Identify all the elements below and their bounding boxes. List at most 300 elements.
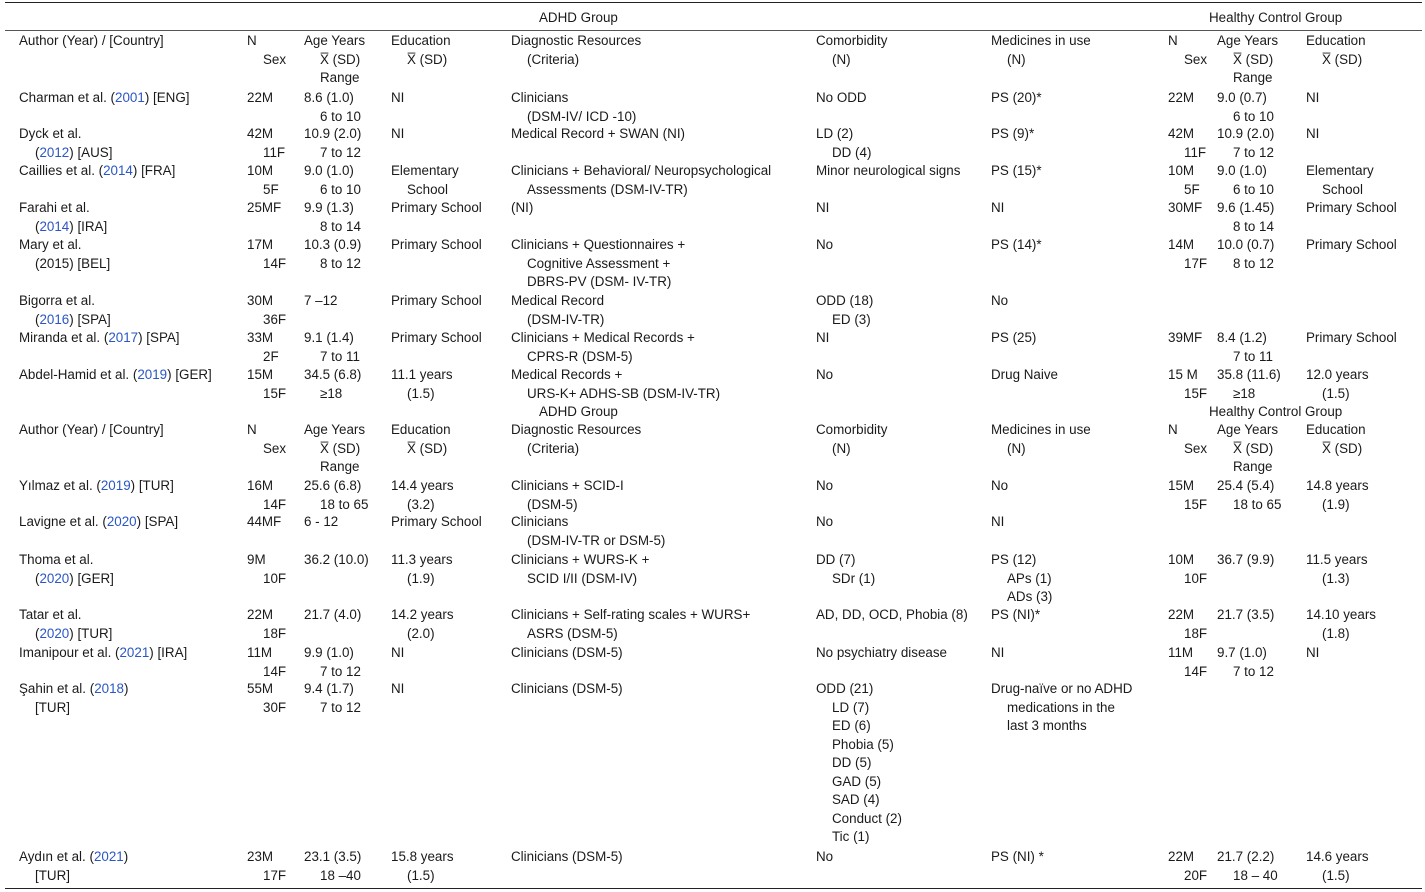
cell-line: (DSM-IV-TR or DSM-5) [527, 532, 666, 548]
cell-line: Cognitive Assessment + [527, 255, 671, 271]
cell-line: 15.8 years [391, 849, 454, 864]
cell-comorbidity [816, 606, 968, 625]
header-line: X̅ (SD) [320, 440, 361, 456]
header-line: Author (Year) / [Country] [19, 33, 164, 48]
cell-line: (DSM-IV-TR) [527, 311, 605, 327]
cell-line: 17F [1184, 255, 1208, 271]
cell-line: Drug Naive [991, 367, 1058, 382]
cell-medicines [991, 606, 1040, 625]
cell-line: 14F [263, 255, 287, 271]
cell-line: 14.8 years [1306, 478, 1369, 493]
header-line: Age Years [304, 33, 366, 48]
cell-line: DD (7) [816, 552, 856, 567]
cell-line: 14.10 years [1306, 607, 1376, 622]
cell-line: NI [391, 645, 405, 660]
cell-line: School [407, 181, 448, 197]
header-medicines [991, 421, 1091, 458]
year-link[interactable]: 2014 [103, 163, 133, 178]
cell-comorbidity [816, 125, 871, 162]
cell-line: 25.6 (6.8) [304, 478, 362, 493]
author-text: (2015) [BEL] [35, 255, 111, 271]
cell-line: 7 to 12 [320, 699, 361, 715]
cell-diagnostic-resources [511, 606, 750, 643]
cell-medicines [991, 89, 1042, 108]
cell-medicines [991, 848, 1044, 867]
year-link[interactable]: 2020 [39, 625, 70, 641]
header-line: (Criteria) [527, 440, 580, 456]
cell-adhd-age [304, 551, 369, 570]
cell-line [19, 848, 128, 867]
cell-control-n-sex [1168, 236, 1207, 273]
cell-line: 11.5 years [1306, 552, 1368, 567]
author-text: Charman et al. ( [19, 90, 116, 105]
cell-line: DD (5) [832, 755, 872, 770]
cell-line: 9.0 (0.7) [1217, 90, 1267, 105]
cell-line: 8 to 12 [1233, 255, 1274, 271]
cell-author [19, 848, 128, 885]
cell-medicines [991, 513, 1004, 532]
cell-diagnostic-resources [511, 848, 623, 867]
cell-line: 10.9 (2.0) [304, 126, 362, 141]
cell-line: DD (4) [832, 144, 872, 160]
cell-line [19, 89, 189, 108]
cell-line: Primary School [391, 330, 482, 345]
header-rule [5, 30, 1422, 31]
cell-line: Clinicians + Medical Records + [511, 330, 695, 345]
header-line: Age Years [1217, 422, 1279, 437]
cell-line: PS (9)* [991, 126, 1035, 141]
cell-adhd-education [391, 513, 482, 532]
cell-line: 6 to 10 [1233, 181, 1274, 197]
cell-line: No [991, 293, 1009, 308]
cell-diagnostic-resources [511, 89, 636, 126]
year-link[interactable]: 2021 [93, 849, 124, 864]
cell-line: PS (25) [991, 330, 1037, 345]
cell-line: 23.1 (3.5) [304, 849, 362, 864]
cell-line [19, 477, 174, 496]
cell-control-education [1306, 366, 1369, 403]
cell-control-n-sex [1168, 89, 1194, 108]
header-adhd-n-sex [247, 421, 286, 458]
country-text: ) [GER] [69, 570, 114, 586]
cell-line: 15M [1168, 478, 1195, 493]
cell-adhd-n-sex [247, 644, 286, 681]
cell-control-n-sex [1168, 477, 1207, 514]
cell-line: (1.9) [407, 570, 435, 586]
cell-line: 22M [247, 607, 274, 622]
cell-line: NI [816, 330, 830, 345]
cell-line: APs (1) [1007, 570, 1052, 586]
country-text: ) [GER] [167, 367, 212, 382]
cell-diagnostic-resources [511, 162, 771, 199]
header-line: Diagnostic Resources [511, 33, 642, 48]
cell-line: Primary School [1306, 330, 1397, 345]
cell-control-age [1217, 477, 1281, 514]
header-line: N [247, 422, 257, 437]
country-text: ) [SPA] [136, 514, 179, 529]
cell-adhd-n-sex [247, 199, 281, 218]
cell-line [19, 680, 128, 699]
cell-line [19, 366, 212, 385]
author-text: Yılmaz et al. ( [19, 478, 101, 493]
cell-line: SCID I/II (DSM-IV) [527, 570, 638, 586]
cell-adhd-age [304, 89, 361, 126]
cell-line: SAD (4) [832, 792, 880, 807]
cell-line: Clinicians (DSM-5) [511, 681, 623, 696]
cell-control-n-sex [1168, 199, 1202, 218]
cell-adhd-age [304, 644, 361, 681]
cell-control-age [1217, 606, 1274, 625]
cell-line: 23M [247, 849, 274, 864]
cell-diagnostic-resources [511, 292, 604, 329]
cell-control-education [1306, 477, 1369, 514]
header-line: X̅ (SD) [1233, 51, 1274, 67]
header-control-age [1217, 421, 1278, 477]
cell-line: 9.0 (1.0) [304, 163, 354, 178]
header-line: Age Years [1217, 33, 1279, 48]
cell-line: 15F [1184, 385, 1208, 401]
cell-line: 8 to 12 [320, 255, 361, 271]
group-label-control: Healthy Control Group [1209, 10, 1343, 25]
cell-author [19, 513, 178, 532]
cell-line: 7 to 12 [320, 144, 361, 160]
cell-line: No [816, 514, 834, 529]
cell-author [19, 680, 128, 717]
cell-line [19, 625, 112, 644]
cell-line: NI [1306, 126, 1320, 141]
cell-control-age [1217, 199, 1274, 236]
author-text: [TUR] [35, 867, 70, 883]
cell-diagnostic-resources [511, 513, 665, 550]
cell-line: No [816, 367, 834, 382]
cell-author [19, 366, 212, 385]
cell-adhd-education [391, 89, 404, 108]
cell-line: 30M [247, 293, 274, 308]
cell-comorbidity [816, 644, 947, 663]
author-text: Aydın et al. ( [19, 849, 94, 864]
cell-adhd-n-sex [247, 89, 273, 108]
cell-author [19, 125, 112, 162]
cell-line: 25.4 (5.4) [1217, 478, 1275, 493]
header-line: Range [1233, 70, 1273, 85]
cell-adhd-n-sex [247, 236, 286, 273]
year-link[interactable]: 2021 [119, 645, 150, 660]
cell-line: 10.9 (2.0) [1217, 126, 1275, 141]
cell-line: NI [1306, 90, 1320, 105]
cell-line: 10.0 (0.7) [1217, 237, 1275, 252]
cell-adhd-education [391, 292, 482, 311]
country-text: ) [IRA] [149, 645, 188, 660]
cell-diagnostic-resources [511, 366, 720, 403]
cell-line: 30F [263, 699, 287, 715]
header-adhd-education [391, 421, 451, 458]
cell-line: 14.6 years [1306, 849, 1369, 864]
cell-medicines [991, 477, 1008, 496]
cell-adhd-age [304, 477, 368, 514]
cell-diagnostic-resources [511, 680, 623, 699]
cell-adhd-education [391, 162, 459, 199]
country-text: ) [AUS] [69, 144, 113, 160]
cell-line: 11.1 years [391, 367, 453, 382]
cell-control-n-sex [1168, 125, 1206, 162]
cell-author [19, 162, 175, 181]
year-link[interactable]: 2019 [100, 478, 131, 493]
header-line: N [247, 33, 257, 48]
cell-line: 18 – 40 [1233, 867, 1278, 883]
cell-comorbidity [816, 89, 867, 108]
cell-author [19, 292, 111, 329]
cell-line: 10M [1168, 552, 1195, 567]
cell-medicines [991, 199, 1004, 218]
cell-line: Clinicians (DSM-5) [511, 849, 623, 864]
cell-comorbidity [816, 292, 873, 329]
cell-adhd-n-sex [247, 366, 286, 403]
cell-control-age [1217, 125, 1274, 162]
header-diagnostic-resources [511, 32, 641, 69]
header-adhd-age [304, 32, 365, 88]
cell-adhd-age [304, 848, 361, 885]
header-line: Range [1233, 459, 1273, 474]
header-control-age [1217, 32, 1278, 88]
header-line: Range [320, 70, 360, 85]
cell-line: 14M [1168, 237, 1195, 252]
header-line: (N) [1007, 440, 1026, 456]
cell-line: 21.7 (2.2) [1217, 849, 1275, 864]
author-text: ( [35, 311, 40, 327]
cell-adhd-education [391, 551, 453, 588]
cell-line: Primary School [391, 514, 482, 529]
cell-line: 17M [247, 237, 274, 252]
country-text: ) [FRA] [132, 163, 176, 178]
header-line: Diagnostic Resources [511, 422, 642, 437]
header-medicines [991, 32, 1091, 69]
table-bottom-rule [5, 888, 1422, 889]
year-link[interactable]: 2012 [39, 144, 70, 160]
author-text: Dyck et al. [19, 126, 82, 141]
cell-line: 42M [247, 126, 274, 141]
cell-line [19, 867, 128, 886]
cell-line: 15 M [1168, 367, 1198, 382]
cell-line: 42M [1168, 126, 1195, 141]
author-text: Imanipour et al. ( [19, 645, 120, 660]
cell-line: 11F [1184, 144, 1207, 160]
country-text: ) [123, 681, 129, 696]
cell-line [19, 199, 107, 218]
header-line: Author (Year) / [Country] [19, 422, 164, 437]
cell-line [19, 125, 112, 144]
cell-line: School [1322, 181, 1363, 197]
cell-comorbidity [816, 162, 960, 181]
year-link[interactable]: 2016 [39, 311, 70, 327]
cell-line [19, 513, 178, 532]
cell-line: Tic (1) [832, 829, 870, 844]
header-line: (Criteria) [527, 51, 580, 67]
header-line: (N) [832, 51, 851, 67]
cell-medicines [991, 366, 1058, 385]
cell-line: ≥18 [1233, 385, 1256, 401]
author-text: [TUR] [35, 699, 70, 715]
cell-line: Conduct (2) [832, 810, 902, 826]
cell-line [19, 218, 107, 237]
year-link[interactable]: 2014 [39, 218, 70, 234]
year-link[interactable]: 2020 [106, 514, 137, 529]
cell-line: Clinicians + SCID-I [511, 478, 624, 493]
cell-comorbidity [816, 236, 833, 255]
cell-line: Phobia (5) [832, 736, 894, 752]
cell-line: 9.9 (1.0) [304, 645, 354, 660]
cell-control-n-sex [1168, 848, 1207, 885]
cell-line: NI [991, 514, 1005, 529]
cell-line: 34.5 (6.8) [304, 367, 362, 382]
cell-line: 36F [263, 311, 287, 327]
cell-diagnostic-resources [511, 125, 685, 144]
header-comorbidity [816, 421, 887, 458]
cell-author [19, 551, 114, 588]
cell-line: 18F [1184, 625, 1208, 641]
cell-line: 15F [263, 385, 287, 401]
cell-control-n-sex [1168, 162, 1200, 199]
cell-comorbidity [816, 513, 833, 532]
cell-line: 22M [1168, 90, 1195, 105]
header-line: N [1168, 422, 1178, 437]
cell-control-age [1217, 329, 1273, 366]
cell-line: No [816, 237, 834, 252]
author-text: Şahin et al. ( [19, 681, 95, 696]
cell-control-age [1217, 89, 1274, 126]
cell-line: medications in the [1007, 699, 1115, 715]
header-line: Comorbidity [816, 33, 888, 48]
cell-author [19, 89, 189, 108]
cell-control-age [1217, 366, 1281, 403]
cell-line: 8 to 14 [1233, 218, 1274, 234]
cell-line: No [816, 478, 834, 493]
year-link[interactable]: 2017 [108, 330, 139, 345]
cell-diagnostic-resources [511, 644, 623, 663]
cell-line: 10M [247, 163, 274, 178]
header-adhd-age [304, 421, 365, 477]
cell-author [19, 329, 180, 348]
cell-line: (1.8) [1322, 625, 1350, 641]
cell-line: GAD (5) [832, 773, 882, 789]
cell-line: ASRS (DSM-5) [527, 625, 618, 641]
cell-adhd-n-sex [247, 606, 286, 643]
cell-line: No psychiatry disease [816, 645, 947, 660]
cell-line: Primary School [1306, 200, 1397, 215]
author-text: Bigorra et al. [19, 293, 95, 308]
cell-line: 8.6 (1.0) [304, 90, 354, 105]
cell-line: NI [391, 681, 405, 696]
cell-line: 5F [1184, 181, 1200, 197]
cell-control-education [1306, 89, 1319, 108]
cell-line: 18F [263, 625, 287, 641]
header-line: Medicines in use [991, 33, 1091, 48]
cell-line: (1.5) [407, 385, 435, 401]
cell-line: 12.0 years [1306, 367, 1369, 382]
cell-line: No ODD [816, 90, 867, 105]
cell-line: 22M [247, 90, 274, 105]
cell-adhd-age [304, 292, 338, 311]
cell-line: 21.7 (4.0) [304, 607, 362, 622]
cell-line [19, 329, 180, 348]
cell-line: (3.2) [407, 496, 435, 512]
header-line: Education [391, 33, 451, 48]
cell-line: DBRS-PV (DSM- IV-TR) [527, 274, 672, 289]
header-control-education [1306, 32, 1366, 69]
cell-line: PS (NI)* [991, 607, 1041, 622]
cell-line: 7 to 11 [320, 348, 360, 364]
cell-author [19, 236, 110, 273]
cell-diagnostic-resources [511, 236, 685, 292]
header-author [19, 421, 164, 440]
cell-line: (DSM-5) [527, 496, 578, 512]
cell-adhd-education [391, 477, 454, 514]
cell-adhd-n-sex [247, 513, 281, 532]
year-link[interactable]: 2019 [137, 367, 168, 382]
cell-line: Medical Record + SWAN (NI) [511, 126, 685, 141]
cell-line: Primary School [1306, 237, 1397, 252]
cell-line: LD (7) [832, 699, 870, 715]
cell-line: 6 to 10 [320, 181, 361, 197]
cell-line: Primary School [391, 200, 482, 215]
cell-control-age [1217, 551, 1274, 570]
year-link[interactable]: 2020 [39, 570, 70, 586]
year-link[interactable]: 2018 [94, 681, 124, 696]
cell-line: Clinicians + Self-rating scales + WURS+ [511, 607, 751, 622]
cell-adhd-age [304, 366, 361, 403]
cell-adhd-education [391, 125, 404, 144]
cell-line: 2F [263, 348, 279, 364]
cell-line: 30MF [1168, 200, 1203, 215]
cell-line: 15M [247, 367, 274, 382]
cell-adhd-n-sex [247, 680, 286, 717]
cell-medicines [991, 236, 1042, 255]
cell-line: 7 to 11 [1233, 348, 1273, 364]
cell-line [19, 144, 112, 163]
cell-control-education [1306, 125, 1319, 144]
cell-line: (DSM-IV/ ICD -10) [527, 108, 637, 124]
cell-comorbidity [816, 680, 902, 847]
cell-line: ED (3) [832, 311, 871, 327]
cell-control-education [1306, 162, 1374, 199]
cell-control-education [1306, 606, 1376, 643]
cell-line: (2.0) [407, 625, 435, 641]
cell-line: 16M [247, 478, 274, 493]
cell-diagnostic-resources [511, 551, 649, 588]
cell-adhd-age [304, 513, 338, 532]
cell-line [19, 570, 114, 589]
header-line: Sex [1184, 51, 1208, 67]
cell-line: 21.7 (3.5) [1217, 607, 1275, 622]
cell-line: 39MF [1168, 330, 1203, 345]
cell-line: 11M [247, 645, 273, 660]
cell-diagnostic-resources [511, 199, 533, 218]
cell-line: 11M [1168, 645, 1194, 660]
cell-line: ED (6) [832, 718, 871, 733]
header-control-education [1306, 421, 1366, 458]
cell-control-n-sex [1168, 606, 1207, 643]
cell-control-n-sex [1168, 366, 1207, 403]
cell-line: 9.6 (1.45) [1217, 200, 1275, 215]
cell-adhd-age [304, 199, 361, 236]
cell-control-age [1217, 848, 1278, 885]
cell-line: 22M [1168, 849, 1195, 864]
author-text: Abdel-Hamid et al. ( [19, 367, 138, 382]
cell-adhd-age [304, 236, 361, 273]
author-text: Tatar et al. [19, 607, 82, 622]
cell-line: PS (14)* [991, 237, 1042, 252]
cell-author [19, 606, 112, 643]
year-link[interactable]: 2001 [115, 90, 145, 105]
